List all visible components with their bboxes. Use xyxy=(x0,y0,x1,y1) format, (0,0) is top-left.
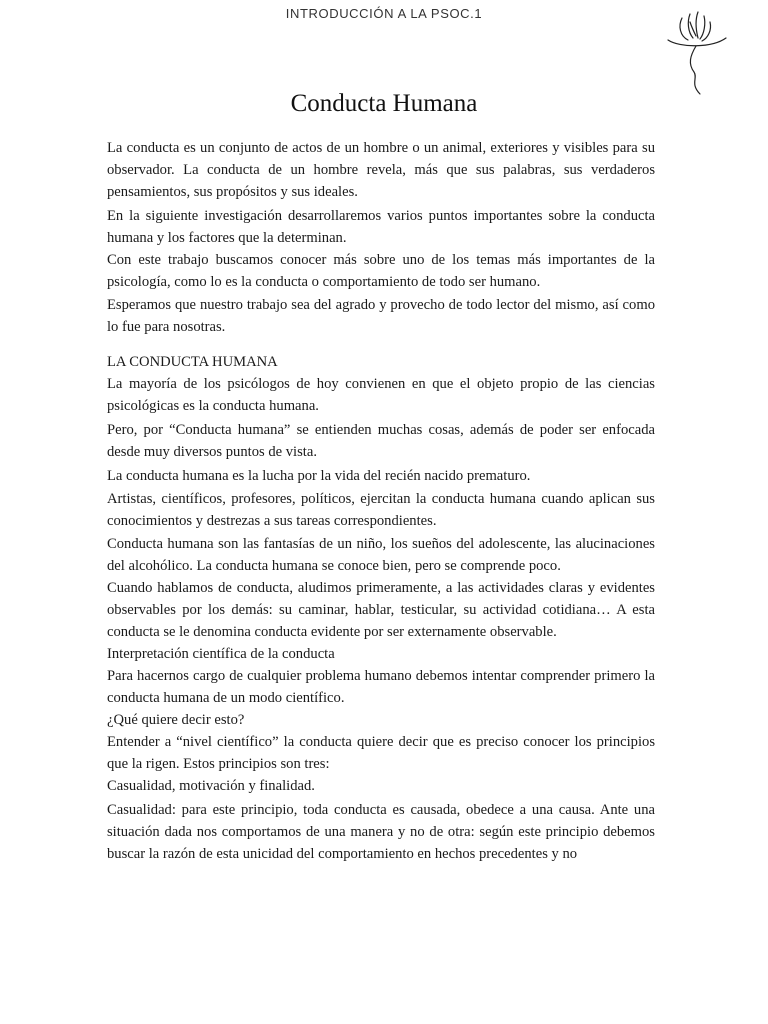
paragraph: Con este trabajo buscamos conocer más sobre uno de los temas más importantes de la psicología, como lo es la conducta o comportamiento de todo ser humano. xyxy=(107,252,655,290)
document-body xyxy=(107,137,655,865)
paragraph: Casualidad, motivación y finalidad. xyxy=(107,778,315,794)
paragraph: Entender a “nivel científico” la conducta quiere decir que es preciso conocer los principios que la rigen. Estos principios son tres: xyxy=(107,734,655,772)
paragraph: La mayoría de los psicólogos de hoy convienen en que el objeto propio de las ciencias psicológicas es la conducta humana. xyxy=(107,376,655,414)
paragraph: La conducta humana es la lucha por la vida del recién nacido prematuro. xyxy=(107,468,531,484)
intro-section xyxy=(107,137,655,338)
paragraph: La conducta es un conjunto de actos de un hombre o un animal, exteriores y visibles para su observador. La conducta de un hombre revela, más que sus palabras, sus verdaderos pensamientos, sus propósitos y sus ideales. xyxy=(107,140,655,200)
sub-heading: Interpretación científica de la conducta xyxy=(107,646,335,662)
paragraph: ¿Qué quiere decir esto? xyxy=(107,712,245,728)
paragraph: Pero, por “Conducta humana” se entienden muchas cosas, además de poder ser enfocada desde muy diversos puntos de vista. xyxy=(107,422,655,460)
paragraph: Conducta humana son las fantasías de un niño, los sueños del adolescente, las alucinaciones del alcohólico. La conducta humana se conoce bien, pero se comprende poco. xyxy=(107,536,655,574)
document-title: Conducta Humana xyxy=(290,90,478,117)
paragraph: Artistas, científicos, profesores, políticos, ejercitan la conducta humana cuando aplican sus conocimientos y destrezas a sus tareas correspondientes. xyxy=(107,491,655,529)
running-header: INTRODUCCIÓN A LA PSOC.1 xyxy=(285,6,483,21)
paragraph: En la siguiente investigación desarrollaremos varios puntos importantes sobre la conducta humana y los factores que la determinan. xyxy=(107,208,655,246)
section-heading: LA CONDUCTA HUMANA xyxy=(107,354,278,370)
paragraph: Casualidad: para este principio, toda conducta es causada, obedece a una causa. Ante una situación dada nos comportamos de una manera y no de otra: según este principio debemos buscar la razón de esta unicidad del comportamiento en hechos precedentes y no xyxy=(107,802,655,862)
paragraph: Cuando hablamos de conducta, aludimos primeramente, a las actividades claras y evidentes observables por los demás: su caminar, hablar, testicular, su actividad cotidiana… A esta conducta se le denomina conducta evidente por ser externamente observable. xyxy=(107,580,655,640)
paragraph: Para hacernos cargo de cualquier problema humano debemos intentar comprender primero la conducta humana de un modo científico. xyxy=(107,668,655,706)
paragraph: Esperamos que nuestro trabajo sea del agrado y provecho de todo lector del mismo, así como lo fue para nosotras. xyxy=(107,297,655,335)
lotus-flower-icon xyxy=(660,8,732,96)
